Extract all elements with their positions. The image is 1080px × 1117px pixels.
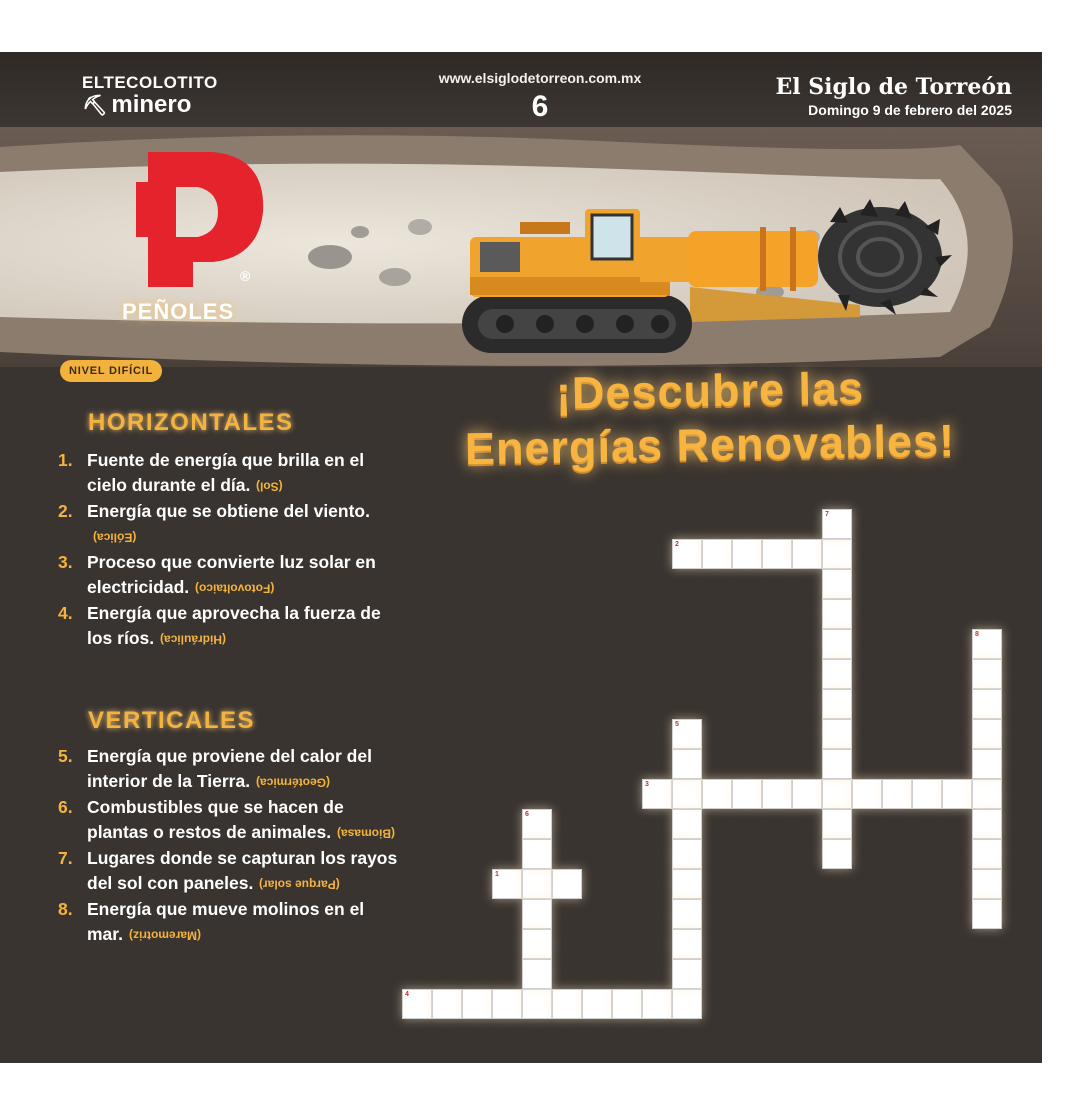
crossword-cell[interactable] bbox=[732, 539, 762, 569]
crossword-cell[interactable] bbox=[672, 779, 702, 809]
difficulty-badge: NIVEL DIFÍCIL bbox=[60, 360, 162, 382]
crossword-cell[interactable] bbox=[702, 779, 732, 809]
sponsor-name: PEÑOLES bbox=[122, 299, 235, 324]
crossword-cell[interactable] bbox=[672, 959, 702, 989]
crossword-cell[interactable] bbox=[672, 539, 702, 569]
site-url: www.elsiglodetorreon.com.mx bbox=[438, 70, 642, 86]
crossword-number: 3 bbox=[645, 781, 649, 788]
clue-number: 2. bbox=[58, 501, 73, 522]
crossword-cell[interactable] bbox=[822, 719, 852, 749]
title-line-1: ¡Descubre las bbox=[555, 362, 865, 419]
clue-item bbox=[58, 550, 398, 600]
clue-answer: (Hidráulica) bbox=[160, 632, 227, 647]
page-title bbox=[400, 362, 1020, 475]
crossword-number: 1 bbox=[495, 871, 499, 878]
crossword-cell[interactable] bbox=[672, 749, 702, 779]
clue-number: 8. bbox=[58, 899, 73, 920]
clue-item bbox=[58, 499, 398, 549]
clue-answer: (Geotérmica) bbox=[256, 775, 331, 790]
crossword-cell[interactable] bbox=[522, 839, 552, 869]
crossword-cell[interactable] bbox=[522, 899, 552, 929]
crossword-cell[interactable] bbox=[762, 539, 792, 569]
crossword-cell[interactable] bbox=[822, 689, 852, 719]
crossword-cell[interactable] bbox=[972, 659, 1002, 689]
crossword-cell[interactable] bbox=[972, 899, 1002, 929]
crossword-cell[interactable] bbox=[912, 779, 942, 809]
crossword-cell[interactable] bbox=[672, 899, 702, 929]
crossword-number: 8 bbox=[975, 631, 979, 638]
crossword-cell[interactable] bbox=[822, 749, 852, 779]
clue-answer: (Fotovoltaico) bbox=[195, 581, 275, 596]
clue-item bbox=[58, 744, 398, 794]
crossword-number: 5 bbox=[675, 721, 679, 728]
header-bar bbox=[0, 52, 1042, 127]
crossword-cell[interactable] bbox=[672, 929, 702, 959]
crossword-number: 6 bbox=[525, 811, 529, 818]
crossword-cell[interactable] bbox=[552, 869, 582, 899]
crossword-cell[interactable] bbox=[642, 779, 672, 809]
crossword-cell[interactable] bbox=[522, 989, 552, 1019]
clue-text: Energía que mueve molinos en el mar. bbox=[87, 899, 365, 944]
crossword-cell[interactable] bbox=[672, 869, 702, 899]
pickaxe-icon: ⛏ bbox=[82, 95, 108, 117]
crossword-cell[interactable] bbox=[522, 869, 552, 899]
clue-text: Energía que aprovecha la fuerza de los ríos. bbox=[87, 603, 381, 648]
crossword-number: 7 bbox=[825, 511, 829, 518]
clue-text: Lugares donde se capturan los rayos del sol con paneles. bbox=[87, 848, 398, 893]
clue-answer: (Maremotriz) bbox=[129, 928, 202, 943]
clue-number: 6. bbox=[58, 797, 73, 818]
clue-text: Energía que proviene del calor del interior de la Tierra. bbox=[87, 746, 372, 791]
clue-answer: (Sol) bbox=[256, 479, 284, 494]
crossword-number: 2 bbox=[675, 541, 679, 548]
crossword-cell[interactable] bbox=[822, 779, 852, 809]
brand-top: ELTECOLOTITO bbox=[82, 73, 218, 92]
crossword-cell[interactable] bbox=[432, 989, 462, 1019]
clue-answer: (Eólica) bbox=[93, 530, 137, 545]
clue-item bbox=[58, 601, 398, 651]
issue-date: Domingo 9 de febrero del 2025 bbox=[808, 102, 1012, 118]
crossword-cell[interactable] bbox=[522, 809, 552, 839]
horizontales-list bbox=[58, 448, 398, 653]
clue-text: Energía que se obtiene del viento. bbox=[87, 501, 370, 522]
crossword-cell[interactable] bbox=[492, 869, 522, 899]
newspaper-masthead bbox=[775, 74, 1012, 118]
clue-text: Fuente de energía que brilla en el cielo durante el día. bbox=[87, 450, 365, 495]
crossword-cell[interactable] bbox=[972, 779, 1002, 809]
crossword-cell[interactable] bbox=[942, 779, 972, 809]
crossword-cell[interactable] bbox=[822, 569, 852, 599]
crossword-cell[interactable] bbox=[402, 989, 432, 1019]
crossword-cell[interactable] bbox=[792, 539, 822, 569]
crossword-cell[interactable] bbox=[972, 629, 1002, 659]
verticales-list bbox=[58, 744, 398, 949]
verticales-heading: VERTICALES bbox=[88, 707, 256, 734]
crossword-cell[interactable] bbox=[972, 869, 1002, 899]
clue-item bbox=[58, 795, 398, 845]
registered-mark: ® bbox=[240, 268, 251, 284]
crossword-cell[interactable] bbox=[882, 779, 912, 809]
brand-bottom: minero bbox=[111, 91, 192, 118]
crossword-cell[interactable] bbox=[612, 989, 642, 1019]
puzzle-page bbox=[0, 52, 1042, 1063]
crossword-cell[interactable] bbox=[822, 539, 852, 569]
crossword-cell[interactable] bbox=[462, 989, 492, 1019]
clue-item bbox=[58, 448, 398, 498]
page-number: 6 bbox=[531, 90, 549, 123]
clue-number: 3. bbox=[58, 552, 73, 573]
clue-number: 1. bbox=[58, 450, 73, 470]
clue-item bbox=[58, 897, 398, 947]
clue-number: 4. bbox=[58, 603, 73, 624]
clue-number: 5. bbox=[58, 746, 73, 766]
crossword-cell[interactable] bbox=[642, 989, 672, 1019]
crossword-cell[interactable] bbox=[672, 719, 702, 749]
crossword-cell[interactable] bbox=[492, 989, 522, 1019]
crossword-cell[interactable] bbox=[522, 929, 552, 959]
clue-text: Combustibles que se hacen de plantas o restos de animales. bbox=[87, 797, 344, 842]
clue-text: Proceso que convierte luz solar en electricidad. bbox=[87, 552, 376, 597]
crossword-cell[interactable] bbox=[822, 659, 852, 689]
title-line-2: Energías Renovables! bbox=[464, 414, 956, 475]
crossword-cell[interactable] bbox=[822, 509, 852, 539]
crossword-cell[interactable] bbox=[972, 719, 1002, 749]
crossword-cell[interactable] bbox=[552, 989, 582, 1019]
crossword-cell[interactable] bbox=[822, 839, 852, 869]
crossword-cell[interactable] bbox=[822, 629, 852, 659]
crossword-cell[interactable] bbox=[762, 779, 792, 809]
crossword-cell[interactable] bbox=[822, 599, 852, 629]
crossword-cell[interactable] bbox=[672, 809, 702, 839]
crossword-cell[interactable] bbox=[972, 809, 1002, 839]
horizontales-heading: HORIZONTALES bbox=[88, 409, 294, 436]
crossword-cell[interactable] bbox=[852, 779, 882, 809]
crossword-cell[interactable] bbox=[582, 989, 612, 1019]
clue-answer: (Biomasa) bbox=[337, 826, 396, 841]
crossword-cell[interactable] bbox=[672, 989, 702, 1019]
crossword-cell[interactable] bbox=[972, 749, 1002, 779]
crossword-cell[interactable] bbox=[822, 809, 852, 839]
crossword-number: 4 bbox=[405, 991, 409, 998]
clue-item bbox=[58, 846, 398, 896]
crossword-cell[interactable] bbox=[522, 959, 552, 989]
newspaper-name: El Siglo de Torreón bbox=[775, 74, 1012, 100]
crossword-cell[interactable] bbox=[732, 779, 762, 809]
crossword-cell[interactable] bbox=[972, 689, 1002, 719]
crossword-cell[interactable] bbox=[792, 779, 822, 809]
crossword-cell[interactable] bbox=[672, 839, 702, 869]
clue-number: 7. bbox=[58, 848, 73, 869]
crossword-cell[interactable] bbox=[972, 839, 1002, 869]
clue-answer: (Parque solar) bbox=[259, 877, 341, 892]
crossword-cell[interactable] bbox=[702, 539, 732, 569]
